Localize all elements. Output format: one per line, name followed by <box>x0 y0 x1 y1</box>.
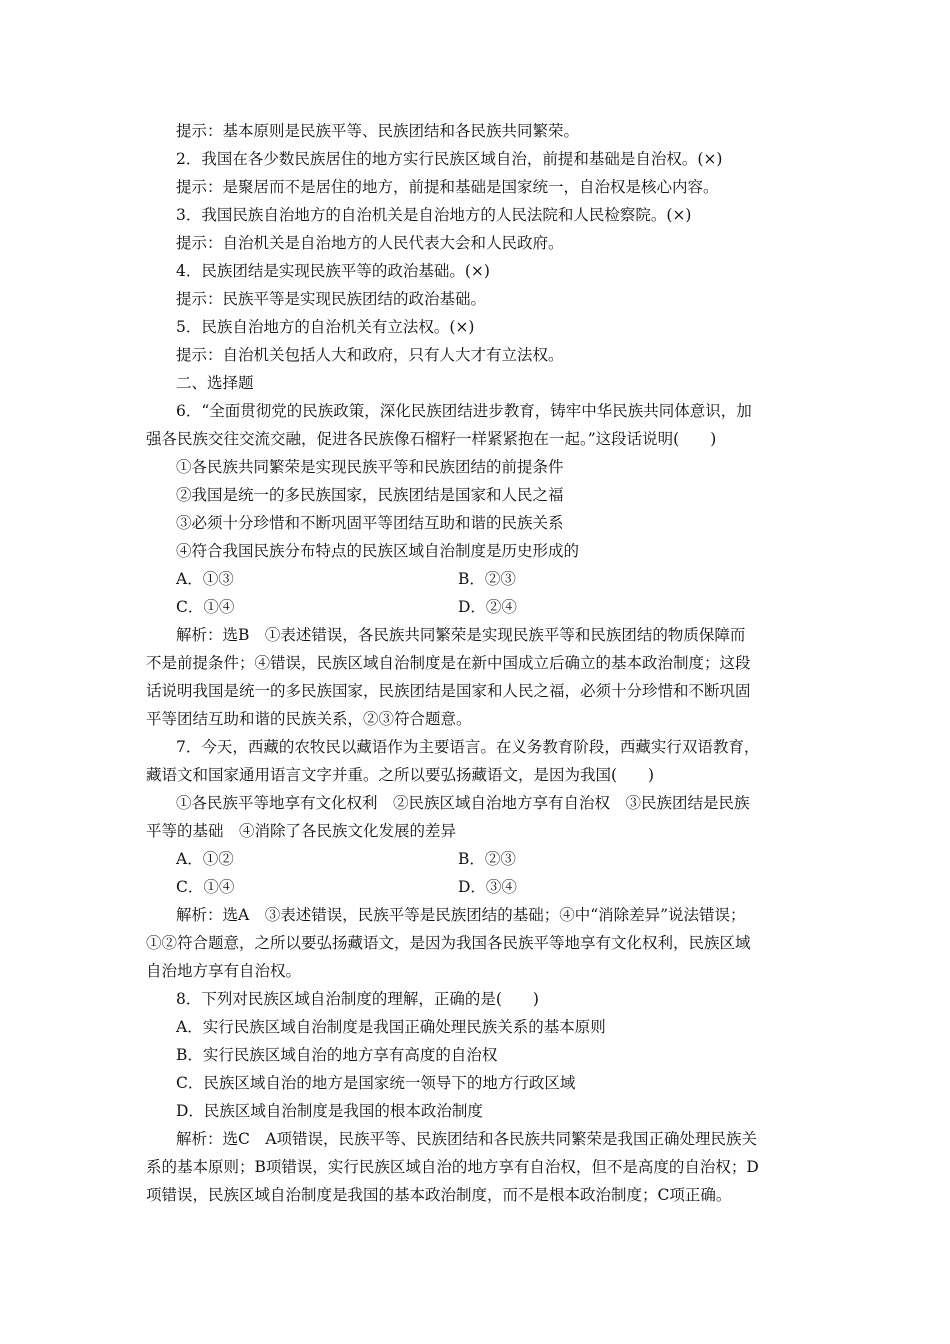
analysis-line: ①②符合题意，之所以要弘扬藏语文，是因为我国各民族平等地享有文化权利，民族区域 <box>146 934 751 952</box>
hint-line: 提示：自治机关包括人大和政府，只有人大才有立法权。 <box>176 346 564 364</box>
option-d: D．民族区域自治制度是我国的根本政治制度 <box>176 1102 483 1120</box>
option-b: B．②③ <box>458 570 516 588</box>
option-a: A．①③ <box>176 570 234 588</box>
option-c: C．民族区域自治的地方是国家统一领导下的地方行政区域 <box>176 1074 576 1092</box>
analysis-line: 自治地方享有自治权。 <box>146 962 302 980</box>
hint-line: 提示：基本原则是民族平等、民族团结和各民族共同繁荣。 <box>176 122 580 140</box>
analysis-line: 话说明我国是统一的多民族国家，民族团结是国家和人民之福，必须十分珍惜和不断巩固 <box>146 682 751 700</box>
statement-line: ②我国是统一的多民族国家，民族团结是国家和人民之福 <box>176 486 564 504</box>
question-line: 8．下列对民族区域自治制度的理解，正确的是( ) <box>176 990 539 1008</box>
analysis-line: 解析：选B ①表述错误，各民族共同繁荣是实现民族平等和民族团结的物质保障而 <box>176 626 746 644</box>
hint-line: 提示：是聚居而不是居住的地方，前提和基础是国家统一，自治权是核心内容。 <box>176 178 719 196</box>
analysis-line: 项错误，民族区域自治制度是我国的基本政治制度，而不是根本政治制度；C项正确。 <box>146 1186 732 1204</box>
option-a: A．实行民族区域自治制度是我国正确处理民族关系的基本原则 <box>176 1018 606 1036</box>
statement-line: ③必须十分珍惜和不断巩固平等团结互助和谐的民族关系 <box>176 514 564 532</box>
option-b: B．②③ <box>458 850 516 868</box>
option-a: A．①② <box>176 850 234 868</box>
statement-line: ①各民族平等地享有文化权利 ②民族区域自治地方享有自治权 ③民族团结是民族 <box>176 794 750 812</box>
analysis-line: 系的基本原则；B项错误，实行民族区域自治的地方享有自治权，但不是高度的自治权；D <box>146 1158 759 1176</box>
statement-line: ①各民族共同繁荣是实现民族平等和民族团结的前提条件 <box>176 458 564 476</box>
analysis-line: 不是前提条件；④错误，民族区域自治制度是在新中国成立后确立的基本政治制度；这段 <box>146 654 751 672</box>
section-heading: 二、选择题 <box>176 374 254 392</box>
question-line: 3．我国民族自治地方的自治机关是自治地方的人民法院和人民检察院。(×) <box>176 206 692 224</box>
question-line: 4．民族团结是实现民族平等的政治基础。(×) <box>176 262 490 280</box>
hint-line: 提示：自治机关是自治地方的人民代表大会和人民政府。 <box>176 234 564 252</box>
option-d: D．②④ <box>458 598 517 616</box>
question-line: 7．今天，西藏的农牧民以藏语作为主要语言。在义务教育阶段，西藏实行双语教育， <box>176 738 760 756</box>
statement-line: 平等的基础 ④消除了各民族文化发展的差异 <box>146 822 457 840</box>
option-b: B．实行民族区域自治的地方享有高度的自治权 <box>176 1046 498 1064</box>
question-line: 强各民族交往交流交融，促进各民族像石榴籽一样紧紧抱在一起。”这段话说明( ) <box>146 430 717 448</box>
option-c: C．①④ <box>176 598 235 616</box>
option-d: D．③④ <box>458 878 517 896</box>
question-line: 6．“全面贯彻党的民族政策，深化民族团结进步教育，铸牢中华民族共同体意识，加 <box>176 402 752 420</box>
statement-line: ④符合我国民族分布特点的民族区域自治制度是历史形成的 <box>176 542 580 560</box>
hint-line: 提示：民族平等是实现民族团结的政治基础。 <box>176 290 487 308</box>
option-c: C．①④ <box>176 878 235 896</box>
question-line: 2．我国在各少数民族居住的地方实行民族区域自治，前提和基础是自治权。(×) <box>176 150 723 168</box>
analysis-line: 平等团结互助和谐的民族关系，②③符合题意。 <box>146 710 472 728</box>
question-line: 藏语文和国家通用语言文字并重。之所以要弘扬藏语文，是因为我国( ) <box>146 766 655 784</box>
question-line: 5．民族自治地方的自治机关有立法权。(×) <box>176 318 475 336</box>
analysis-line: 解析：选C A项错误，民族平等、民族团结和各民族共同繁荣是我国正确处理民族关 <box>176 1130 758 1148</box>
analysis-line: 解析：选A ③表述错误，民族平等是民族团结的基础；④中“消除差异”说法错误； <box>176 906 746 924</box>
